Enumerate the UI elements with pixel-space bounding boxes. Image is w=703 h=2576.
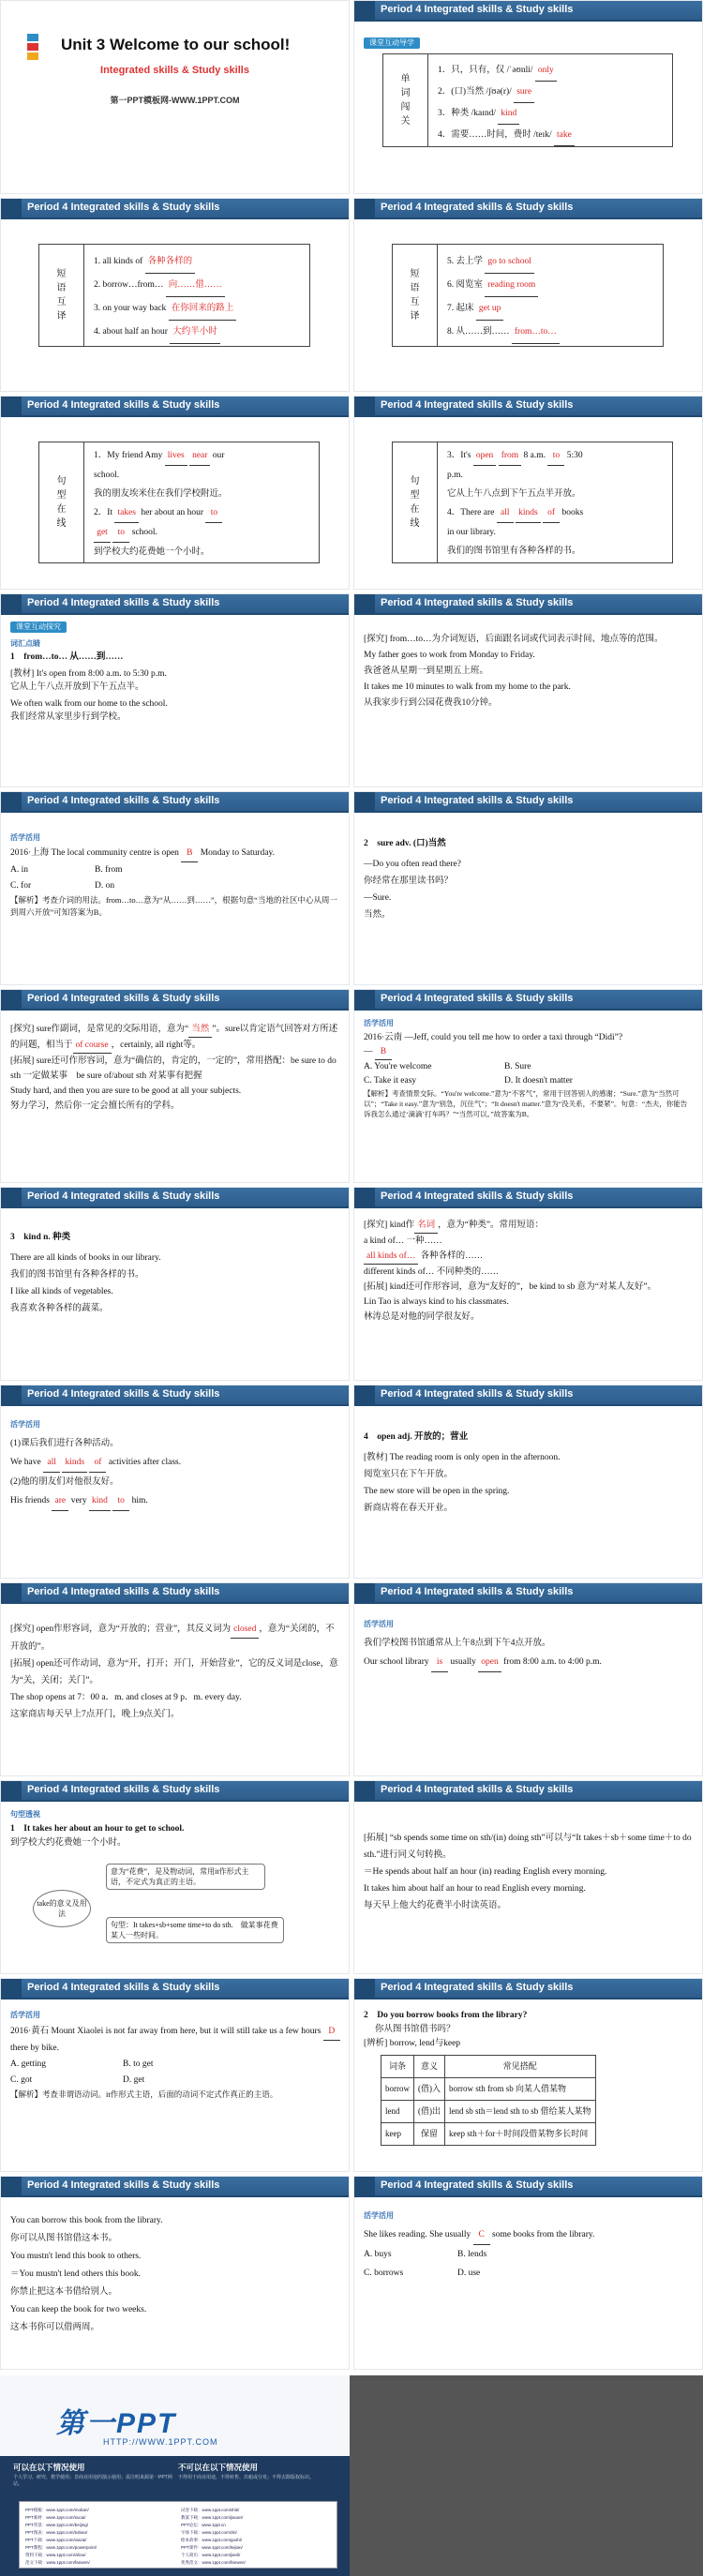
- header-tab-icon: [354, 1583, 375, 1604]
- usage-allowed-heading: 可以在以下情况使用: [13, 2463, 85, 2472]
- slide-body: 活学活用 2016·上海 The local community centre is open B Monday to Saturday. A. in B. from C. for D. on 【解析】考查介词的用法。from…to…意为“从……到……”，根据句意“当地的社区中心从周一到周六开放”可知答案为B。: [10, 830, 340, 919]
- header-tab-icon: [354, 792, 375, 813]
- slide-header: [1, 1979, 349, 1999]
- header-tab-icon: [1, 397, 22, 417]
- slide-from-to-explore: [353, 593, 703, 787]
- vocab-item: 2．(口)当然 /ʃʊə(r)/ sure: [438, 82, 668, 103]
- take-meaning-box: 意为“花费”，是及物动词，常用it作形式主语，不定式为真正的主语。: [106, 1864, 265, 1890]
- header-title: Period 4 Integrated skills & Study skills: [27, 597, 220, 608]
- slide-header: [1, 397, 349, 417]
- ad-link[interactable]: PPT素材：www.1ppt.com/sucai/: [25, 2515, 86, 2520]
- slide-open: [353, 1385, 703, 1579]
- slide-exercise-5: [0, 1978, 350, 2172]
- slide-body: [拓展] “sb spends some time on sth/(in) doing sth”可以与“It takes＋sb＋some time＋to do sth.”进行同义句转换。 ＝He spends about half an hour (in) reading English every morning. It takes him about half an hour to read English every morning. 每天早上他大约花费半小时读英语。: [364, 1834, 692, 1910]
- slide-kind-explore: [353, 1187, 703, 1381]
- header-tab-icon: [354, 1, 375, 22]
- slide-vocab: [353, 0, 703, 194]
- slide-sentences-1: [0, 396, 350, 590]
- header-title: Period 4 Integrated skills & Study skills: [381, 993, 574, 1004]
- sub-heading: 句型透视: [10, 1810, 40, 1819]
- slide-header: [1, 1188, 349, 1208]
- take-pattern-box: 句型：It takes+sb+some time+to do sth. 做某事花费某人一些时间。: [106, 1917, 284, 1943]
- box-content: 1．My friend Amy lives near our school. 我的朋友埃米住在我们学校附近。 2．It takes her about an hour to get to school. 到学校大约花费她一个小时。: [94, 446, 315, 562]
- slide-phrases-2: [353, 198, 703, 392]
- header-tab-icon: [1, 199, 22, 219]
- slide-exercise-2: [353, 989, 703, 1183]
- header-tab-icon: [354, 199, 375, 219]
- table-row: lend (借)出 lend sb sth＝lend sth to sb 借给某人某物: [381, 2101, 596, 2123]
- brand-logo: 第一PPT: [56, 2408, 177, 2439]
- header-tab-icon: [354, 1979, 375, 1999]
- slide-header: [1, 990, 349, 1011]
- header-title: Period 4 Integrated skills & Study skills: [27, 202, 220, 213]
- slide-body: 2 sure adv. (口)当然 —Do you often read there? 你经常在那里读书吗？ —Sure. 当然。: [364, 839, 461, 920]
- box-content: [438, 60, 668, 146]
- slide-header: [354, 1583, 702, 1604]
- header-title: Period 4 Integrated skills & Study skills: [381, 795, 574, 806]
- sub-heading: 活学活用: [10, 833, 40, 842]
- phrase-item: 8. 从……到…… from…to…: [447, 321, 659, 344]
- slide-header: [354, 199, 702, 219]
- ad-link[interactable]: PPT模板：www.1ppt.com/moban/: [25, 2508, 89, 2512]
- ad-links-box: [19, 2501, 337, 2569]
- slide-kind: [0, 1187, 350, 1381]
- slide-body: 3 kind n. 种类 There are all kinds of books in our library. 我们的图书馆里有各种各样的书。 I like all kinds of vegetables. 我喜欢各种各样的蔬菜。: [10, 1233, 161, 1313]
- sub-heading: 活学活用: [364, 1019, 394, 1027]
- slide-body: 活学活用 我们学校图书馆通常从上午8点到下午4点开放。 Our school library is usually open from 8:00 a.m. to 4:00 p.m.: [364, 1615, 694, 1672]
- ad-link[interactable]: PPT论坛：www.1ppt.cn: [181, 2523, 226, 2527]
- ad-link[interactable]: 范文下载：www.1ppt.com/fanwen/: [25, 2560, 90, 2565]
- header-title: Period 4 Integrated skills & Study skills: [27, 1388, 220, 1400]
- ad-link[interactable]: PPT教程：www.1ppt.com/powerpoint/: [25, 2545, 97, 2550]
- header-tab-icon: [1, 594, 22, 615]
- header-title: Period 4 Integrated skills & Study skills: [381, 597, 574, 608]
- ad-link[interactable]: PPT课件：www.1ppt.com/kejian/: [181, 2545, 243, 2550]
- box-label: 短语互译: [393, 245, 438, 346]
- slide-body: [探究] open作形容词，意为“开放的；营业”，其反义词为 closed ，意为“关闭的，不开放的”。 [拓展] open还可作动词，意为“开，打开；开门，开始营业”，它的反义词是close，意为“关，关闭；关门”。 The shop opens at 7：00 a．m. and closes at 9 p．m. every day. 这家商店每天早上7点开门，晚上9点关门。: [10, 1621, 340, 1723]
- slide-sentences-2: [353, 396, 703, 590]
- box-label: 句型在线: [39, 442, 84, 562]
- slide-take-extend: [353, 1780, 703, 1974]
- slide-header: [1, 792, 349, 813]
- header-tab-icon: [1, 1781, 22, 1802]
- header-title: Period 4 Integrated skills & Study skills: [381, 1388, 574, 1400]
- slide-body: 4 open adj. 开放的；营业 [教材] The reading room is only open in the afternoon. 阅览室只在下午开放。 The new store will be open in the spring. 新商店将在春天开业。: [364, 1432, 561, 1513]
- usage-forbidden-text: 不得用于商业用途，不得转售、出租或分发；不得去除版权标识。: [178, 2475, 315, 2480]
- ad-band: [0, 2456, 350, 2576]
- empty-gray-area: [350, 2375, 703, 2576]
- vocab-box: [382, 53, 673, 147]
- header-title: Period 4 Integrated skills & Study skills: [27, 1191, 220, 1202]
- phrase-item: 2. borrow…from… 向……借……: [94, 274, 306, 297]
- slide-exercise-6: [353, 2176, 703, 2370]
- ad-link[interactable]: 绘本故事：www.1ppt.com/gushi/: [181, 2538, 243, 2542]
- slide-phrases-1: [0, 198, 350, 392]
- slide-open-explore: [0, 1582, 350, 1776]
- section-tag: 课堂互动探究: [10, 622, 67, 633]
- header-title: Period 4 Integrated skills & Study skills: [27, 993, 220, 1004]
- ad-link[interactable]: 字体下载：www.1ppt.com/ziti/: [181, 2530, 237, 2535]
- slide-header: [354, 1, 702, 22]
- slide-header: [354, 594, 702, 615]
- slide-body: [探究] sure作副词，是常见的交际用语，意为“ 当然 ”。sure以肯定语气回答对方所述的问题，相当于 of course ，certainly, all right等。 [拓展] sure还可作形容词，意为“确信的，肯定的，一定的”，常用搭配：be sure to do sth 一定做某事 be sure of/about sth 对某事有把握 Study hard, and then you are sure to be good at all your subjects. 努力学习，然后你一定会擅长所有的学科。: [10, 1022, 340, 1114]
- slide-header: [1, 1385, 349, 1406]
- header-title: Period 4 Integrated skills & Study skills: [27, 2179, 220, 2191]
- header-title: Period 4 Integrated skills & Study skills: [381, 1586, 574, 1597]
- slide-header: [354, 990, 702, 1011]
- phrases-box: [392, 244, 664, 347]
- box-label: 句型在线: [393, 442, 438, 562]
- slide-exercise-4: [353, 1582, 703, 1776]
- slide-header: [354, 1979, 702, 1999]
- slide-body: You can borrow this book from the library. 你可以从图书馆借这本书。 You mustn't lend this book to others. ＝You mustn't lend others this book. 你禁止把这本书借给别人。 You can keep the book for two weeks. 这本书你可以借两周。: [10, 2216, 163, 2332]
- box-label: 单词闯关: [383, 54, 428, 146]
- header-tab-icon: [354, 1781, 375, 1802]
- ad-link[interactable]: 优秀范文：www.1ppt.com/fanwen/: [181, 2560, 246, 2565]
- comparison-table: [381, 2055, 596, 2146]
- sub-heading: 活学活用: [10, 1420, 40, 1429]
- header-tab-icon: [354, 397, 375, 417]
- slide-header: [1, 199, 349, 219]
- slide-borrow-lend-keep: [353, 1978, 703, 2172]
- take-usage-oval: take的意义及用法: [33, 1890, 91, 1927]
- sub-heading: 活学活用: [10, 2011, 40, 2019]
- header-tab-icon: [1, 990, 22, 1011]
- table-row: borrow (借)入 borrow sth from sb 向某人借某物: [381, 2078, 596, 2101]
- usage-forbidden-heading: 不可以在以下情况使用: [178, 2463, 259, 2472]
- phrase-item: 6. 阅览室 reading room: [447, 274, 659, 297]
- slide-exercise-3: [0, 1385, 350, 1579]
- sentences-box: [392, 442, 673, 563]
- table-header-row: 词条 意义 常见搭配: [381, 2056, 596, 2078]
- slide-header: [1, 594, 349, 615]
- cover-color-blocks-icon: [27, 34, 38, 64]
- slide-header: [1, 2177, 349, 2197]
- box-label: 短语互译: [39, 245, 84, 346]
- slide-body: 活学活用 (1)课后我们进行各种活动。 We have all kinds of activities after class. (2)他的朋友们对他很友好。 His friends are very kind to him.: [10, 1415, 340, 1511]
- header-tab-icon: [1, 2177, 22, 2197]
- phrase-item: 3. on your way back 在你回来的路上: [94, 297, 306, 321]
- header-tab-icon: [354, 594, 375, 615]
- vocab-item: 4．需要……时间，费时 /teɪk/ take: [438, 125, 668, 146]
- header-tab-icon: [1, 792, 22, 813]
- box-content: [94, 250, 306, 344]
- header-tab-icon: [354, 1188, 375, 1208]
- slide-body: [探究] kind作 名词 ，意为“种类”。常用短语： a kind of… 一种…… all kinds of… 各种各样的…… different kinds of… 不同种类的…… [拓展] kind还可作形容词，意为“友好的”，be kind to sb 意为“对某人友好”。 Lin Tao is always kind to his classmates. 林涛总是对他的同学很友好。: [364, 1218, 694, 1325]
- header-title: Period 4 Integrated skills & Study skills: [27, 795, 220, 806]
- slide-body: 活学活用 She likes reading. She usually C some books from the library. A. buys B. lends C. borrows D. use: [364, 2207, 694, 2283]
- ad-link[interactable]: PPT图表：www.1ppt.com/tubiao/: [25, 2530, 88, 2535]
- slide-take: [0, 1780, 350, 1974]
- slide-header: [1, 1781, 349, 1802]
- slide-header: [354, 1385, 702, 1406]
- phrases-box: [38, 244, 310, 347]
- header-title: Period 4 Integrated skills & Study skills: [381, 1982, 574, 1993]
- section-tag: 课堂互动导学: [364, 37, 420, 49]
- brand-url: HTTP://WWW.1PPT.COM: [103, 2437, 218, 2447]
- cover-site: 第一PPT模板网-WWW.1PPT.COM: [110, 96, 240, 105]
- header-title: Period 4 Integrated skills & Study skills: [27, 1784, 220, 1795]
- ad-link[interactable]: 资料下载：www.1ppt.com/ziliao/: [25, 2553, 86, 2557]
- header-tab-icon: [354, 2177, 375, 2197]
- slide-body: 2 Do you borrow books from the library? 你从图书馆借书吗？ [辨析] borrow, lend与keep 词条 意义 常见搭配 borrow (借)入 borrow sth from sb 向某人借某物 lend (借)出 lend sb sth＝lend sth to sb 借给某人某物 keep 保留 keep sth＋for＋时间段借某物多长时间: [364, 2009, 694, 2146]
- ad-link[interactable]: 试卷下载：www.1ppt.com/shiti/: [181, 2508, 240, 2512]
- ad-link[interactable]: 教案下载：www.1ppt.com/jiaoan/: [181, 2515, 244, 2520]
- phrase-item: 7. 起床 get up: [447, 297, 659, 321]
- header-title: Period 4 Integrated skills & Study skills: [381, 1784, 574, 1795]
- header-title: Period 4 Integrated skills & Study skills: [381, 399, 574, 411]
- cover-subtitle: Integrated skills & Study skills: [100, 65, 249, 76]
- slide-sure: [353, 791, 703, 985]
- sub-heading: 活学活用: [364, 1620, 394, 1628]
- header-tab-icon: [354, 1385, 375, 1406]
- header-title: Period 4 Integrated skills & Study skills: [381, 4, 574, 15]
- slide-header: [354, 1781, 702, 1802]
- phrase-item: 1. all kinds of 各种各样的: [94, 250, 306, 274]
- slide-body: 活学活用 2016·黄石 Mount Xiaolei is not far away from here, but it will still take us a few hours D there by bike. A. getting B. to get C. got D. get 【解析】考查非谓语动词。it作形式主语，后面的动词不定式作真正的主语。: [10, 2007, 340, 2101]
- header-tab-icon: [1, 1979, 22, 1999]
- slide-sure-explore: [0, 989, 350, 1183]
- phrase-item: 5. 去上学 go to school: [447, 250, 659, 274]
- slide-from-to: [0, 593, 350, 787]
- table-row: keep 保留 keep sth＋for＋时间段借某物多长时间: [381, 2123, 596, 2146]
- cover-title: Unit 3 Welcome to our school!: [61, 36, 291, 53]
- usage-allowed-text: 个人学习、研究、教学使用；非商业用途的演示使用；需注明来源第一PPT网站。: [13, 2475, 172, 2487]
- ad-link[interactable]: PPT背景：www.1ppt.com/beijing/: [25, 2523, 89, 2527]
- ad-link[interactable]: 个人简历：www.1ppt.com/jianli/: [181, 2553, 241, 2557]
- phrase-item: 4. about half an hour 大约半小时: [94, 321, 306, 344]
- slide-body: 句型透视 1 It takes her about an hour to get to school. 到学校大约花费她一个小时。: [10, 1807, 340, 1850]
- sub-heading: 词汇点睛: [10, 639, 40, 648]
- box-content: [447, 250, 659, 344]
- box-content: 3．It's open from 8 a.m. to 5:30 p.m. 它从上午八点到下午五点半开放。 4．There are all kinds of books in our library. 我们的图书馆里有各种各样的书。: [447, 446, 668, 561]
- header-tab-icon: [1, 1385, 22, 1406]
- slide-header: [354, 397, 702, 417]
- slide-header: [354, 2177, 702, 2197]
- slide-body: [探究] from…to…为介词短语，后面跟名词或代词表示时间、地点等的范围。 My father goes to work from Monday to Friday. 我爸爸从星期一到星期五上班。 It takes me 10 minutes to walk from my home to the park. 从我家步行到公园花费我10分钟。: [364, 635, 664, 708]
- header-tab-icon: [354, 990, 375, 1011]
- header-title: Period 4 Integrated skills & Study skills: [27, 1586, 220, 1597]
- slide-header: [354, 1188, 702, 1208]
- slide-body: 活学活用 2016·云南 —Jeff, could you tell me how to order a taxi through “Didi”? — B A. You're welcome B. Sure C. Take it easy D. It doesn't matter 【解析】考查情景交际。“You're welcome.”意为“不客气”，常用于回答别人的感谢；“Sure.”意为“当然可以”；“Take it easy.”意为“别急，沉住气”；“It doesn't matter.”意为“没关系，不要紧”。句意：“杰夫，你能告诉我怎么通过‘滴滴’打车吗？”“当然可以。”故答案为B。: [364, 1016, 694, 1119]
- header-title: Period 4 Integrated skills & Study skills: [381, 1191, 574, 1202]
- ad-slide: [0, 2375, 350, 2576]
- header-title: Period 4 Integrated skills & Study skills: [27, 1982, 220, 1993]
- sentences-box: [38, 442, 320, 563]
- slide-exercise-1: [0, 791, 350, 985]
- header-tab-icon: [1, 1188, 22, 1208]
- vocab-item: 1．只，只有，仅 /ˈəʊnli/ only: [438, 60, 668, 82]
- sub-heading: 活学活用: [364, 2211, 394, 2220]
- vocab-item: 3．种类 /kaɪnd/ kind: [438, 103, 668, 125]
- header-tab-icon: [1, 1583, 22, 1604]
- header-title: Period 4 Integrated skills & Study skills: [27, 399, 220, 411]
- slide-header: [354, 792, 702, 813]
- slide-body: 课堂互动探究 词汇点睛 1 from…to… 从……到…… [教材] It's open from 8:00 a.m. to 5:30 p.m. 它从上午八点开放到下午五点半。 We often walk from our home to the school. 我们经常从家里步行到学校。: [10, 621, 340, 724]
- slide-header: [1, 1583, 349, 1604]
- ad-link[interactable]: PPT下载：www.1ppt.com/xiazai/: [25, 2538, 87, 2542]
- header-title: Period 4 Integrated skills & Study skills: [381, 202, 574, 213]
- slide-borrow-examples: [0, 2176, 350, 2370]
- header-title: Period 4 Integrated skills & Study skills: [381, 2179, 574, 2191]
- slide-cover: [0, 0, 350, 194]
